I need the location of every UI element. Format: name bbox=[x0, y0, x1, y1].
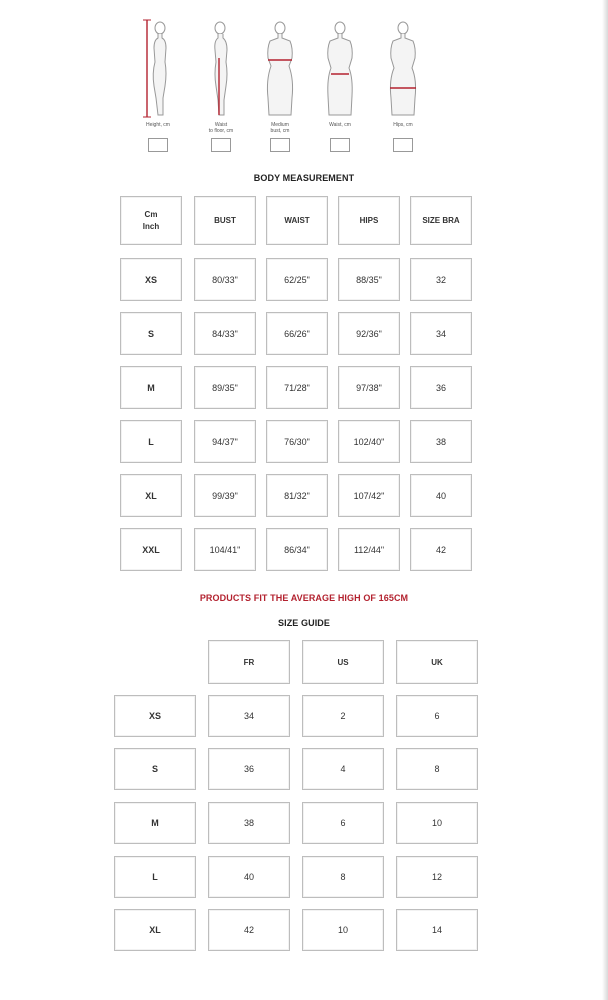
bra-value: 34 bbox=[410, 312, 472, 355]
waist-input-box[interactable] bbox=[330, 138, 350, 152]
fit-note: PRODUCTS FIT THE AVERAGE HIGH OF 165CM bbox=[199, 593, 409, 603]
row-header-size: XL bbox=[114, 909, 196, 951]
row-header-size: S bbox=[120, 312, 182, 355]
column-header-waist: WAIST bbox=[266, 196, 328, 245]
bra-value: 36 bbox=[410, 366, 472, 409]
uk-value: 12 bbox=[396, 856, 478, 898]
waist-value: 66/26" bbox=[266, 312, 328, 355]
bust-value: 99/39" bbox=[194, 474, 256, 517]
waist-value: 62/25" bbox=[266, 258, 328, 301]
unit-cm-label: Cm bbox=[144, 209, 158, 219]
uk-value: 14 bbox=[396, 909, 478, 951]
row-header-size: L bbox=[120, 420, 182, 463]
page-edge-shadow bbox=[602, 0, 608, 1000]
fr-value: 38 bbox=[208, 802, 290, 844]
bra-value: 42 bbox=[410, 528, 472, 571]
figure-medium-bust bbox=[252, 18, 308, 152]
bust-figure-icon bbox=[252, 18, 308, 120]
column-header-fr: FR bbox=[208, 640, 290, 684]
bust-value: 84/33" bbox=[194, 312, 256, 355]
row-header-size: XXL bbox=[120, 528, 182, 571]
bust-value: 94/37" bbox=[194, 420, 256, 463]
figure-label: Hips, cm bbox=[393, 122, 413, 128]
uk-value: 10 bbox=[396, 802, 478, 844]
row-header-size: L bbox=[114, 856, 196, 898]
hips-value: 107/42" bbox=[338, 474, 400, 517]
us-value: 8 bbox=[302, 856, 384, 898]
column-header-uk: UK bbox=[396, 640, 478, 684]
figure-label: Height, cm bbox=[146, 122, 170, 128]
bust-value: 89/35" bbox=[194, 366, 256, 409]
figure-hips bbox=[375, 18, 431, 152]
uk-value: 8 bbox=[396, 748, 478, 790]
us-value: 4 bbox=[302, 748, 384, 790]
row-header-size: XS bbox=[120, 258, 182, 301]
hips-value: 92/36" bbox=[338, 312, 400, 355]
column-header-size-bra: SIZE BRA bbox=[410, 196, 472, 245]
bra-value: 38 bbox=[410, 420, 472, 463]
fr-value: 36 bbox=[208, 748, 290, 790]
hips-value: 102/40" bbox=[338, 420, 400, 463]
hips-value: 97/38" bbox=[338, 366, 400, 409]
us-value: 6 bbox=[302, 802, 384, 844]
unit-inch-label: Inch bbox=[142, 221, 160, 231]
hips-value: 88/35" bbox=[338, 258, 400, 301]
uk-value: 6 bbox=[396, 695, 478, 737]
figure-waist-to-floor bbox=[193, 18, 249, 152]
row-header-size: M bbox=[120, 366, 182, 409]
us-value: 2 bbox=[302, 695, 384, 737]
figure-label: Medium bust, cm bbox=[270, 122, 290, 134]
waist-to-floor-input-box[interactable] bbox=[211, 138, 231, 152]
figure-label: Waist, cm bbox=[329, 122, 351, 128]
figure-waist bbox=[312, 18, 368, 152]
fr-value: 34 bbox=[208, 695, 290, 737]
fr-value: 42 bbox=[208, 909, 290, 951]
column-header-us: US bbox=[302, 640, 384, 684]
height-input-box[interactable] bbox=[148, 138, 168, 152]
body-measurement-title: BODY MEASUREMENT bbox=[253, 173, 355, 183]
row-header-size: M bbox=[114, 802, 196, 844]
column-header-bust: BUST bbox=[194, 196, 256, 245]
row-header-size: XS bbox=[114, 695, 196, 737]
us-value: 10 bbox=[302, 909, 384, 951]
hips-input-box[interactable] bbox=[393, 138, 413, 152]
bra-value: 32 bbox=[410, 258, 472, 301]
waist-to-floor-figure-icon bbox=[193, 18, 249, 120]
hips-value: 112/44" bbox=[338, 528, 400, 571]
size-guide-title: SIZE GUIDE bbox=[277, 618, 330, 628]
waist-value: 81/32" bbox=[266, 474, 328, 517]
waist-value: 86/34" bbox=[266, 528, 328, 571]
hips-figure-icon bbox=[375, 18, 431, 120]
bust-input-box[interactable] bbox=[270, 138, 290, 152]
figure-height bbox=[130, 18, 186, 152]
fr-value: 40 bbox=[208, 856, 290, 898]
row-header-size: XL bbox=[120, 474, 182, 517]
bust-value: 80/33" bbox=[194, 258, 256, 301]
waist-figure-icon bbox=[312, 18, 368, 120]
bust-value: 104/41" bbox=[194, 528, 256, 571]
waist-value: 71/28" bbox=[266, 366, 328, 409]
unit-header-cell bbox=[120, 196, 182, 245]
figure-label: Waist to floor, cm bbox=[208, 122, 234, 134]
column-header-hips: HIPS bbox=[338, 196, 400, 245]
waist-value: 76/30" bbox=[266, 420, 328, 463]
bra-value: 40 bbox=[410, 474, 472, 517]
height-figure-icon bbox=[130, 18, 186, 120]
row-header-size: S bbox=[114, 748, 196, 790]
